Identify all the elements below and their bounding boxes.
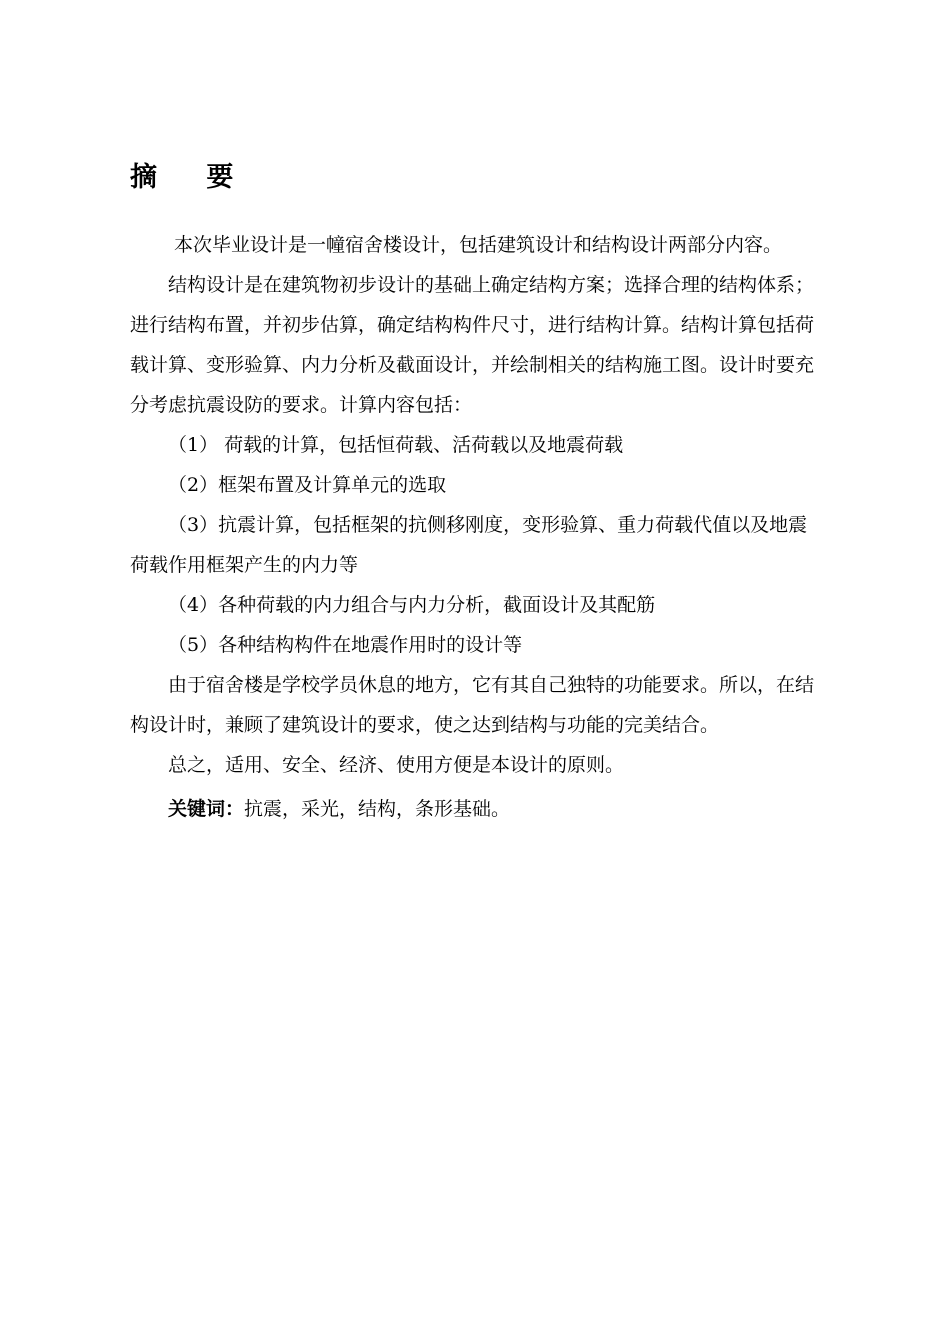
- list-item-3: （3）抗震计算，包括框架的抗侧移刚度，变形验算、重力荷载代值以及地震荷载作用框架产生的内力等: [130, 514, 808, 576]
- paragraph-principle: 总之，适用、安全、经济、使用方便是本设计的原则。: [168, 754, 625, 776]
- abstract-body: [130, 225, 820, 829]
- list-item-1: （1） 荷载的计算，包括恒荷载、活荷载以及地震荷载: [168, 434, 624, 456]
- keywords-label: 关键词：: [168, 798, 245, 820]
- list-item-2: （2）框架布置及计算单元的选取: [168, 474, 447, 496]
- list-item-4: （4）各种荷载的内力组合与内力分析，截面设计及其配筋: [168, 594, 656, 616]
- abstract-title: 摘 要: [130, 162, 254, 193]
- paragraph-intro: 本次毕业设计是一幢宿舍楼设计，包括建筑设计和结构设计两部分内容。: [174, 234, 783, 256]
- paragraph-function: 由于宿舍楼是学校学员休息的地方，它有其自己独特的功能要求。所以，在结构设计时，兼顾了建筑设计的要求，使之达到结构与功能的完美结合。: [130, 674, 815, 736]
- keywords-line: [130, 789, 820, 829]
- list-item-5: （5）各种结构构件在地震作用时的设计等: [168, 634, 523, 656]
- keywords-text: 抗震，采光，结构，条形基础。: [244, 798, 511, 820]
- paragraph-structure: 结构设计是在建筑物初步设计的基础上确定结构方案；选择合理的结构体系；进行结构布置，并初步估算，确定结构构件尺寸，进行结构计算。结构计算包括荷载计算、变形验算、内力分析及截面设计，并绘制相关的结构施工图。设计时要充分考虑抗震设防的要求。计算内容包括：: [130, 274, 815, 416]
